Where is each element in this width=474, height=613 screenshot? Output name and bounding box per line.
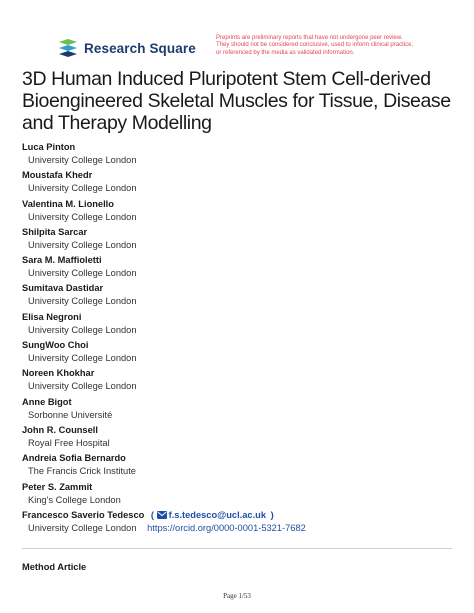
author-name: Moustafa Khedr	[22, 170, 93, 181]
author-affiliation: University College London	[28, 183, 137, 194]
author-name: Luca Pinton	[22, 142, 76, 152]
author-entry	[22, 282, 462, 310]
author-name: Sara M. Maffioletti	[22, 255, 102, 266]
author-affiliation: University College London	[28, 381, 137, 392]
author-name: Valentina M. Lionello	[22, 198, 114, 209]
author-entry	[22, 311, 462, 339]
corresponding-author-name: Francesco Saverio Tedesco	[22, 509, 145, 520]
author-affiliation: University College London	[28, 155, 137, 165]
preprint-disclaimer	[216, 35, 456, 57]
mail-icon	[157, 511, 167, 519]
author-name: Peter S. Zammit	[22, 481, 93, 492]
author-affiliation: Sorbonne Université	[28, 409, 113, 420]
close-paren: )	[270, 509, 274, 520]
author-entry	[22, 254, 462, 282]
disclaimer-line: They should not be considered conclusive, used to inform clinical practice,	[216, 42, 414, 49]
article-type: Method Article	[22, 562, 87, 572]
email-link[interactable]	[157, 510, 269, 520]
author-entry	[22, 198, 462, 226]
author-affiliation: University College London	[28, 268, 137, 279]
title-line: 3D Human Induced Pluripotent Stem Cell-derived	[22, 68, 431, 90]
author-affiliation: The Francis Crick Institute	[28, 466, 136, 477]
author-name: Anne Bigot	[22, 396, 72, 407]
page-number: Page 1/53	[223, 592, 251, 600]
author-entry	[22, 481, 462, 509]
author-entry	[22, 169, 462, 197]
research-square-logo[interactable]	[57, 38, 196, 58]
brand-name: Research Square	[84, 40, 196, 56]
header	[0, 0, 474, 62]
research-square-logo-icon	[57, 38, 79, 58]
open-paren: (	[150, 509, 154, 520]
corresponding-author-entry	[22, 509, 462, 537]
author-affiliation: King's College London	[28, 494, 121, 505]
author-name: Noreen Khokhar	[22, 368, 95, 379]
author-affiliation: University College London	[28, 324, 137, 335]
author-entry	[22, 452, 462, 480]
author-affiliation: University College London	[28, 211, 137, 222]
article-title	[22, 68, 462, 134]
author-name: Sumitava Dastidar	[22, 283, 104, 294]
author-entry	[22, 367, 462, 395]
author-affiliation: University College London	[28, 239, 137, 250]
orcid-link[interactable]: https://orcid.org/0000-0001-5321-7682	[147, 522, 306, 533]
author-entry	[22, 226, 462, 254]
author-name: John R. Counsell	[22, 424, 98, 435]
disclaimer-line: or referenced by the media as validated information.	[216, 49, 355, 56]
author-affiliation: University College London	[28, 296, 137, 307]
email-address: f.s.tedesco@ucl.ac.uk	[168, 509, 267, 520]
disclaimer-line: Preprints are preliminary reports that have not undergone peer review.	[216, 35, 403, 41]
author-entry	[22, 141, 462, 169]
section-divider	[22, 548, 452, 549]
corresponding-affiliation: University College London	[28, 522, 137, 533]
title-line: and Therapy Modelling	[22, 112, 212, 134]
author-list	[22, 141, 462, 537]
author-name: Andreia Sofia Bernardo	[22, 453, 126, 464]
author-affiliation: University College London	[28, 353, 137, 364]
author-entry	[22, 396, 462, 424]
author-entry	[22, 424, 462, 452]
author-affiliation	[28, 521, 462, 535]
author-entry	[22, 339, 462, 367]
author-name: Elisa Negroni	[22, 311, 82, 322]
author-name	[22, 509, 462, 521]
author-name: Shilpita Sarcar	[22, 226, 88, 237]
author-name: SungWoo Choi	[22, 340, 89, 351]
title-line: Bioengineered Skeletal Muscles for Tissue, Disease	[22, 90, 451, 112]
author-affiliation: Royal Free Hospital	[28, 437, 110, 448]
